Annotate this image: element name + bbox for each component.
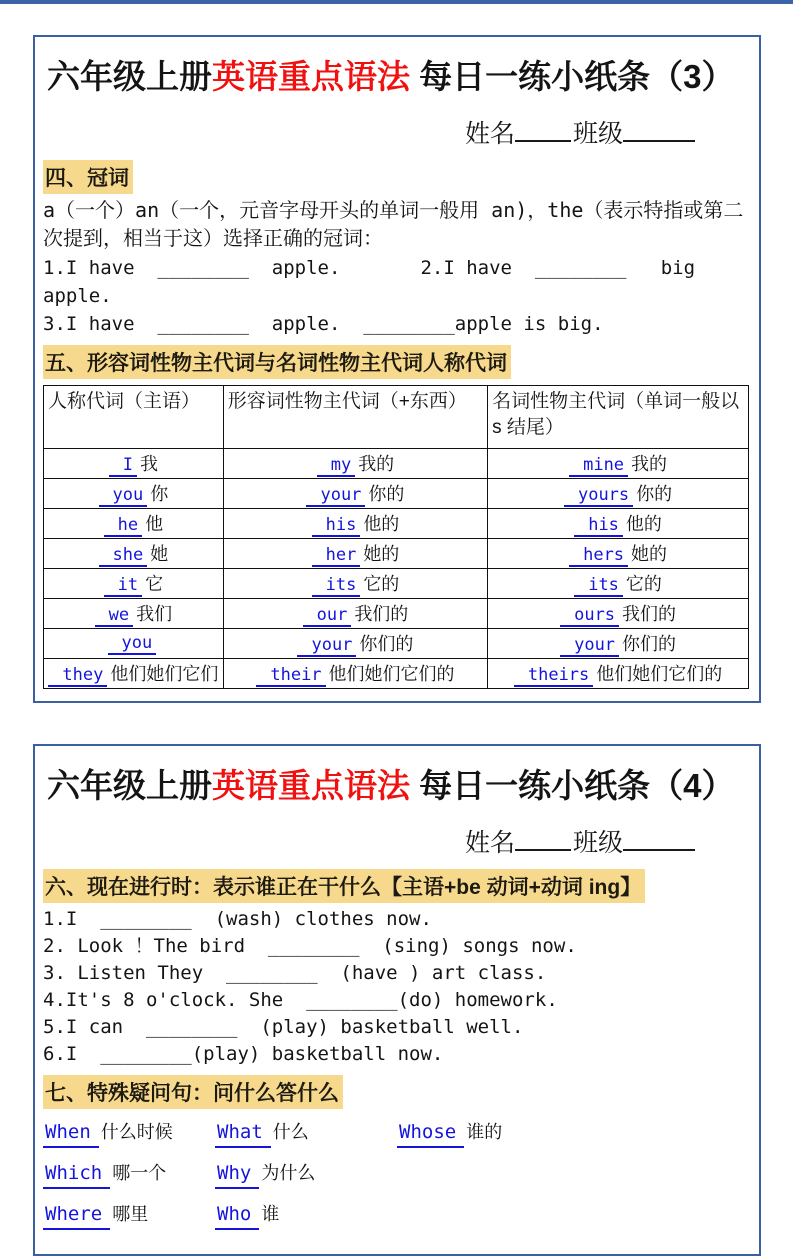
- pronoun-table-row: [44, 599, 749, 629]
- pronoun-english-word: they: [48, 665, 107, 687]
- question-word-row: [43, 1160, 749, 1189]
- pronoun-chinese-meaning: 我的: [358, 454, 395, 475]
- pronoun-cell: [44, 539, 224, 569]
- pronoun-cell: [44, 569, 224, 599]
- exercise-line: 6.I ________(play) basketball now.: [43, 1043, 444, 1066]
- question-word-chinese: 为什么: [261, 1163, 316, 1184]
- pronoun-table: [43, 385, 749, 689]
- title-suffix: 每日一练小纸条（3）: [410, 58, 735, 95]
- question-word-item: [215, 1119, 397, 1148]
- pronoun-table-header-row: [44, 386, 749, 449]
- pronoun-english-word: its: [312, 575, 361, 597]
- pronoun-english-word: it: [104, 575, 142, 597]
- pronoun-english-word: his: [312, 515, 361, 537]
- section-6-heading-row: [43, 869, 749, 903]
- pronoun-english-word: their: [256, 665, 325, 687]
- pronoun-cell: [488, 629, 749, 659]
- pronoun-cell: [223, 449, 487, 479]
- pronoun-cell: [44, 509, 224, 539]
- section-6-heading: 六、现在进行时：表示谁正在干什么【主语+be 动词+动词 ing】: [43, 869, 645, 903]
- question-word-english: Why: [215, 1160, 259, 1189]
- pronoun-english-word: theirs: [514, 665, 593, 687]
- page-top-border: [0, 0, 793, 4]
- pronoun-english-word: her: [312, 545, 361, 567]
- pronoun-table-row: [44, 479, 749, 509]
- pronoun-table-row: [44, 509, 749, 539]
- pronoun-english-word: he: [104, 515, 142, 537]
- pronoun-english-word: we: [95, 605, 133, 627]
- pronoun-chinese-meaning: 他们她们它们的: [596, 664, 723, 685]
- worksheet-3-title: [47, 51, 749, 98]
- question-word-chinese: 哪一个: [112, 1163, 167, 1184]
- pronoun-chinese-meaning: 他的: [625, 514, 662, 535]
- name-label: 姓名: [464, 120, 515, 148]
- exercise-line: 5.I can ________ (play) basketball well.: [43, 1016, 524, 1039]
- pronoun-table-row: [44, 629, 749, 659]
- question-word-english: Whose: [397, 1119, 464, 1148]
- pronoun-english-word: his: [574, 515, 623, 537]
- section-4-heading-row: [43, 160, 749, 194]
- question-word-chinese: 什么时候: [100, 1122, 173, 1143]
- class-label: 班级: [572, 120, 623, 148]
- question-word-chinese: 什么: [272, 1122, 309, 1143]
- title-red-highlight: 英语重点语法: [212, 767, 410, 805]
- pronoun-cell: [488, 569, 749, 599]
- section-7-heading-row: [43, 1075, 749, 1109]
- pronoun-chinese-meaning: 它: [145, 574, 164, 595]
- pronoun-chinese-meaning: 它的: [625, 574, 662, 595]
- pronoun-english-word: I: [109, 455, 137, 477]
- pronoun-english-word: you: [99, 485, 148, 507]
- question-word-english: Who: [215, 1201, 259, 1230]
- pronoun-english-word: mine: [569, 455, 628, 477]
- name-class-line: [43, 114, 695, 150]
- pronoun-cell: [488, 449, 749, 479]
- pronoun-chinese-meaning: 我们: [136, 604, 173, 625]
- pronoun-chinese-meaning: 你的: [368, 484, 405, 505]
- question-word-item: [215, 1201, 397, 1230]
- pronoun-cell: [44, 629, 224, 659]
- title-suffix: 每日一练小纸条（4）: [410, 767, 735, 805]
- exercise-line: 3. Listen They ________ (have ) art class.: [43, 962, 547, 985]
- pronoun-cell: [223, 659, 487, 689]
- section-5-heading-row: [43, 345, 749, 379]
- class-blank: [623, 824, 695, 851]
- pronoun-cell: [44, 449, 224, 479]
- pronoun-chinese-meaning: 他们她们它们: [110, 664, 219, 685]
- name-blank: [515, 115, 571, 142]
- exercise-line: 2. Look ！The bird ________ (sing) songs now.: [43, 935, 577, 958]
- pronoun-english-word: my: [317, 455, 355, 477]
- pronoun-cell: [44, 479, 224, 509]
- article-rule-text: a（一个）an（一个，元音字母开头的单词一般用 an)，the（表示特指或第二次提到，相当于这）选择正确的冠词：: [43, 198, 744, 250]
- present-continuous-exercises: [43, 906, 749, 1068]
- pronoun-chinese-meaning: 它的: [363, 574, 400, 595]
- pronoun-english-word: your: [560, 635, 619, 657]
- pronoun-cell: [223, 599, 487, 629]
- pronoun-table-row: [44, 539, 749, 569]
- pronoun-cell: [488, 509, 749, 539]
- name-blank: [515, 824, 571, 851]
- pronoun-english-word: you: [108, 633, 157, 655]
- question-word-english: Where: [43, 1201, 110, 1230]
- pronoun-chinese-meaning: 他的: [363, 514, 400, 535]
- question-word-row: [43, 1119, 749, 1148]
- question-words-block: [43, 1119, 749, 1230]
- pronoun-cell: [44, 599, 224, 629]
- pronoun-table-row: [44, 449, 749, 479]
- pronoun-chinese-meaning: 你: [150, 484, 169, 505]
- worksheet-card-3: [33, 35, 761, 703]
- pronoun-chinese-meaning: 他们她们它们的: [328, 664, 455, 685]
- title-prefix: 六年级上册: [47, 767, 212, 805]
- pronoun-cell: [223, 509, 487, 539]
- pronoun-chinese-meaning: 她的: [363, 544, 400, 565]
- title-red-highlight: 英语重点语法: [212, 58, 410, 95]
- pronoun-cell: [223, 539, 487, 569]
- pronoun-chinese-meaning: 你的: [636, 484, 673, 505]
- pronoun-cell: [488, 539, 749, 569]
- pronoun-english-word: its: [574, 575, 623, 597]
- pronoun-table-row: [44, 569, 749, 599]
- class-blank: [623, 115, 695, 142]
- worksheet-4-title: [47, 760, 749, 807]
- pronoun-chinese-meaning: 她的: [631, 544, 668, 565]
- pronoun-english-word: she: [99, 545, 148, 567]
- pronoun-cell: [223, 569, 487, 599]
- question-word-item: [43, 1201, 215, 1230]
- question-word-item: [215, 1160, 397, 1189]
- pronoun-cell: [488, 599, 749, 629]
- header-adjective-possessive: 形容词性物主代词（+东西）: [223, 386, 487, 449]
- pronoun-chinese-meaning: 我的: [631, 454, 668, 475]
- section-7-heading: 七、特殊疑问句：问什么答什么: [43, 1075, 343, 1109]
- question-word-item: [43, 1160, 215, 1189]
- question-word-chinese: 哪里: [112, 1204, 149, 1225]
- question-word-english: Which: [43, 1160, 110, 1189]
- pronoun-cell: [223, 479, 487, 509]
- pronoun-chinese-meaning: 你们的: [622, 634, 677, 655]
- name-label: 姓名: [464, 829, 515, 858]
- pronoun-cell: [488, 659, 749, 689]
- question-word-row: [43, 1201, 749, 1230]
- pronoun-chinese-meaning: 我们的: [354, 604, 409, 625]
- question-word-english: What: [215, 1119, 271, 1148]
- worksheet-card-4: [33, 744, 761, 1256]
- pronoun-english-word: ours: [560, 605, 619, 627]
- pronoun-cell: [44, 659, 224, 689]
- pronoun-chinese-meaning: 我们的: [622, 604, 677, 625]
- question-word-chinese: 谁: [261, 1204, 280, 1225]
- pronoun-english-word: your: [297, 635, 356, 657]
- pronoun-chinese-meaning: 他: [145, 514, 164, 535]
- exercise-line: 1.I ________ (wash) clothes now.: [43, 908, 432, 931]
- section-4-heading: 四、冠词: [43, 160, 133, 194]
- pronoun-english-word: our: [303, 605, 352, 627]
- article-exercise-line-1: 1.I have ________ apple. 2.I have ________ big apple.: [43, 257, 707, 308]
- pronoun-cell: [223, 629, 487, 659]
- question-word-item: [43, 1119, 215, 1148]
- pronoun-chinese-meaning: 她: [150, 544, 169, 565]
- class-label: 班级: [572, 829, 623, 858]
- header-personal-pronoun: 人称代词（主语）: [44, 386, 224, 449]
- pronoun-english-word: hers: [569, 545, 628, 567]
- pronoun-english-word: yours: [564, 485, 633, 507]
- pronoun-chinese-meaning: 我: [140, 454, 158, 475]
- pronoun-table-row: [44, 659, 749, 689]
- article-exercise-line-2: 3.I have ________ apple. ________apple is big.: [43, 313, 604, 336]
- question-word-chinese: 谁的: [466, 1122, 503, 1143]
- pronoun-table-body: [44, 449, 749, 689]
- section-5-heading: 五、形容词性物主代词与名词性物主代词人称代词: [43, 345, 511, 379]
- pronoun-chinese-meaning: 你们的: [359, 634, 414, 655]
- name-class-line: [43, 823, 695, 859]
- header-noun-possessive: 名词性物主代词（单词一般以 s 结尾）: [488, 386, 749, 449]
- title-prefix: 六年级上册: [47, 58, 212, 95]
- question-word-item: [397, 1119, 502, 1148]
- exercise-line: 4.It's 8 o'clock. She ________(do) homework.: [43, 989, 558, 1012]
- question-word-english: When: [43, 1119, 99, 1148]
- pronoun-english-word: your: [306, 485, 365, 507]
- pronoun-cell: [488, 479, 749, 509]
